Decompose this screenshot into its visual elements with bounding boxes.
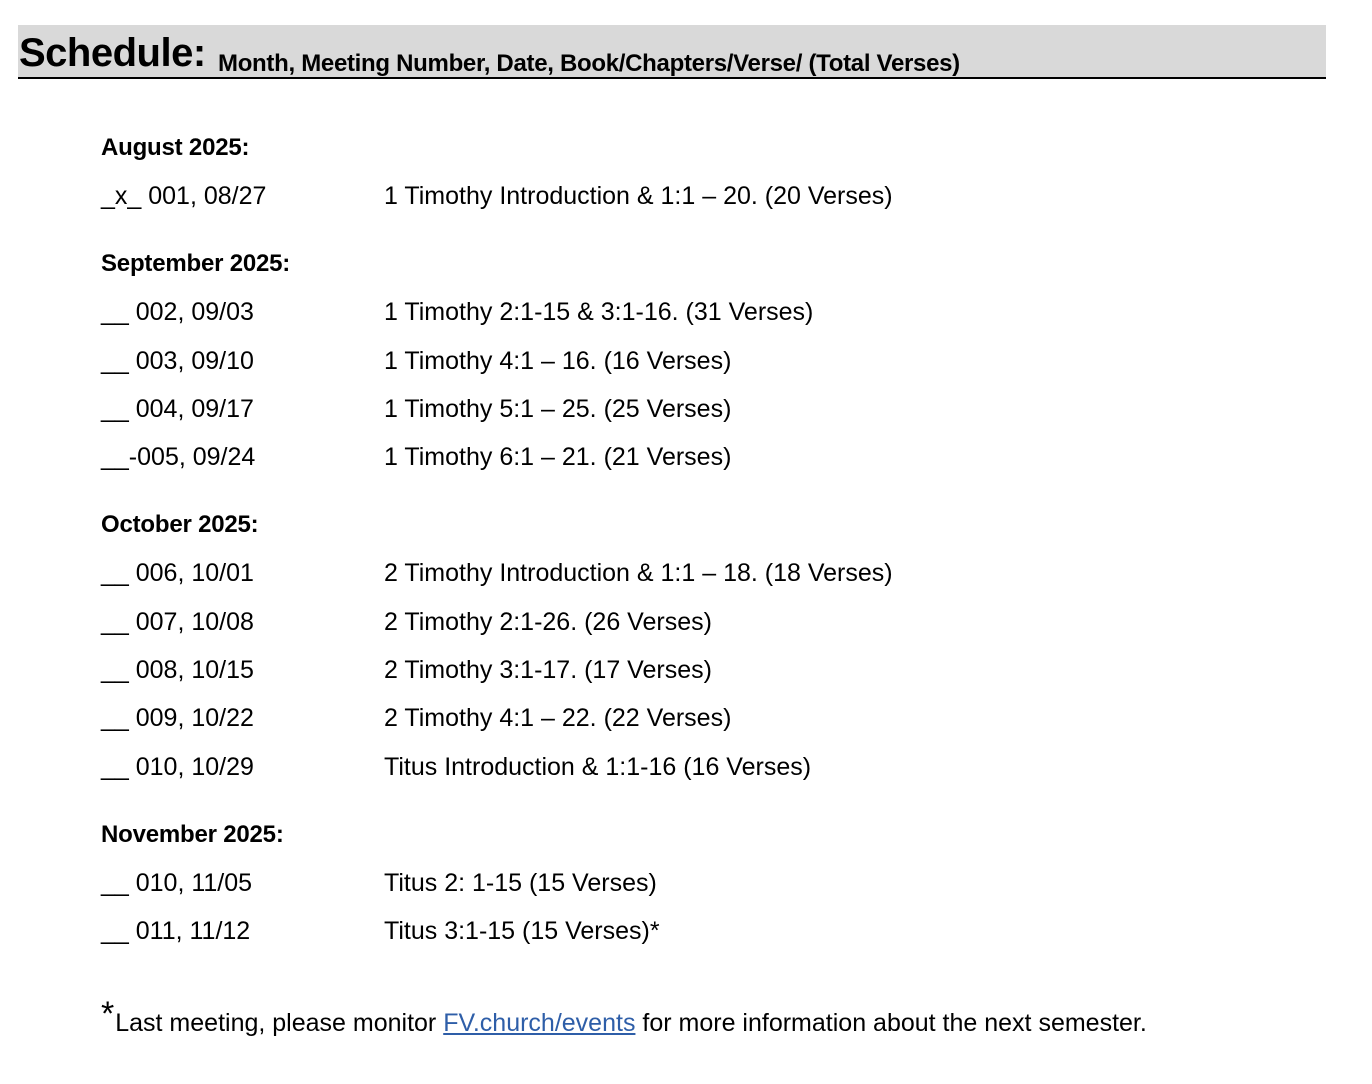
reading-passage: 1 Timothy 5:1 – 25. (25 Verses) xyxy=(384,394,732,423)
schedule-row xyxy=(101,863,1321,911)
schedule-row xyxy=(101,911,1321,959)
schedule-row xyxy=(101,389,1321,437)
footnote-text-before: Last meeting, please monitor xyxy=(115,1009,444,1037)
meeting-number-date: __ 007, 10/08 xyxy=(101,607,254,636)
page-title: Schedule: xyxy=(19,31,206,75)
meeting-number-date: __ 008, 10/15 xyxy=(101,656,254,685)
month-heading: October 2025: xyxy=(101,511,259,539)
schedule-row xyxy=(101,602,1321,650)
schedule-row xyxy=(101,341,1321,389)
meeting-number-date: __ 010, 10/29 xyxy=(101,752,254,781)
meeting-number-date: __ 010, 11/05 xyxy=(101,868,253,897)
reading-passage: 1 Timothy 6:1 – 21. (21 Verses) xyxy=(384,443,732,472)
meeting-number-date: _x_ 001, 08/27 xyxy=(101,182,267,210)
reading-passage: 1 Timothy 2:1-15 & 3:1-16. (31 Verses) xyxy=(384,298,814,327)
meeting-number-date: __-005, 09/24 xyxy=(101,443,256,472)
footnote-text-after: for more information about the next semester. xyxy=(635,1009,1147,1037)
meeting-number-date: __ 011, 11/12 xyxy=(101,917,251,946)
reading-passage: 2 Timothy Introduction & 1:1 – 18. (18 Verses) xyxy=(384,559,893,588)
schedule-row xyxy=(101,650,1321,698)
month-section-august xyxy=(101,128,1321,224)
schedule-row xyxy=(101,176,1321,224)
schedule-content xyxy=(101,128,1321,980)
page-subtitle: Month, Meeting Number, Date, Book/Chapters/Verse/ (Total Verses) xyxy=(218,50,960,77)
meeting-number-date: __ 009, 10/22 xyxy=(101,704,254,733)
schedule-row xyxy=(101,698,1321,746)
month-section-november xyxy=(101,815,1321,960)
reading-passage: Titus Introduction & 1:1-16 (16 Verses) xyxy=(384,752,812,781)
meeting-number-date: __ 006, 10/01 xyxy=(101,559,254,588)
footnote xyxy=(101,992,1147,1045)
meeting-number-date: __ 003, 09/10 xyxy=(101,346,254,375)
events-link[interactable]: FV.church/events xyxy=(443,1009,636,1037)
month-heading: November 2025: xyxy=(101,820,284,848)
reading-passage: 1 Timothy Introduction & 1:1 – 20. (20 Verses) xyxy=(384,182,893,210)
reading-passage: 2 Timothy 4:1 – 22. (22 Verses) xyxy=(384,704,732,733)
schedule-row xyxy=(101,292,1321,340)
reading-passage: 1 Timothy 4:1 – 16. (16 Verses) xyxy=(384,346,732,375)
footnote-asterisk: * xyxy=(101,995,115,1033)
month-heading: September 2025: xyxy=(101,250,291,278)
meeting-number-date: __ 002, 09/03 xyxy=(101,298,254,327)
meeting-number-date: __ 004, 09/17 xyxy=(101,394,254,423)
month-heading: August 2025: xyxy=(101,134,250,161)
reading-passage: 2 Timothy 2:1-26. (26 Verses) xyxy=(384,607,712,636)
reading-passage: Titus 3:1-15 (15 Verses)* xyxy=(384,917,660,946)
schedule-header xyxy=(18,25,1326,79)
schedule-row xyxy=(101,747,1321,795)
reading-passage: Titus 2: 1-15 (15 Verses) xyxy=(384,868,657,897)
month-section-september xyxy=(101,244,1321,485)
reading-passage: 2 Timothy 3:1-17. (17 Verses) xyxy=(384,656,712,685)
schedule-row xyxy=(101,553,1321,601)
schedule-row xyxy=(101,437,1321,485)
month-section-october xyxy=(101,505,1321,794)
